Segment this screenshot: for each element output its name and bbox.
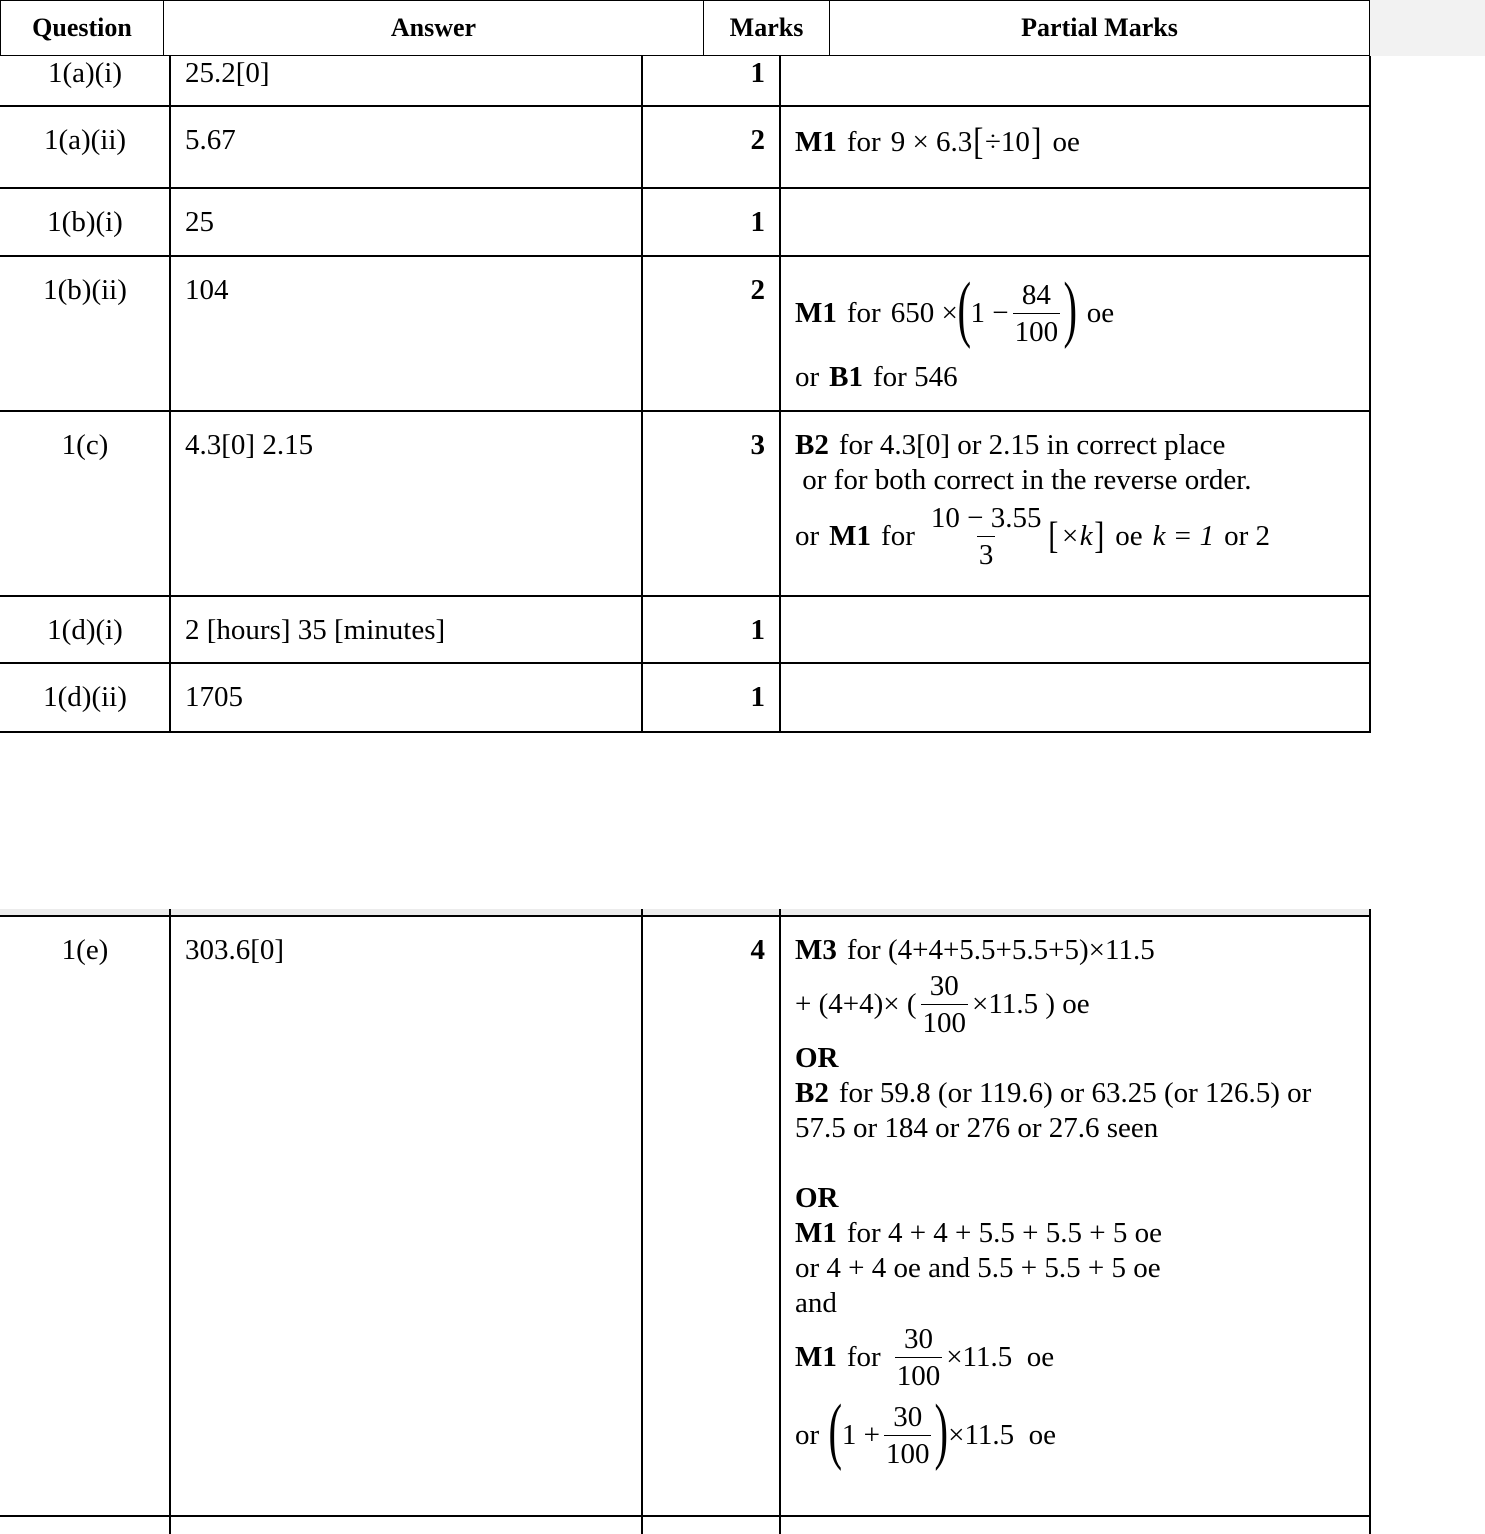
partial-text: + (4+4)× ( [795, 988, 917, 1020]
partial-text: ×11.5 oe [948, 1418, 1056, 1451]
row-divider [0, 915, 1370, 917]
partial-text: ×11.5 oe [946, 1341, 1055, 1373]
answer-cell: 5.67 [185, 124, 236, 156]
header-marks: Marks [703, 0, 830, 56]
marks-cell: 3 [750, 429, 765, 461]
answer-cell: 2 [hours] 35 [minutes] [185, 614, 446, 646]
fraction-numerator: 30 [929, 970, 959, 1002]
fraction-numerator: 84 [1021, 278, 1051, 311]
or-text: or [795, 1418, 820, 1451]
and-text: and [795, 1287, 837, 1319]
fraction-denominator: 100 [1013, 313, 1061, 350]
mark-code: B2 [795, 1077, 829, 1109]
paren-open: ( [828, 1390, 843, 1472]
bracket-open: [ [973, 121, 984, 163]
paren-close: ) [934, 1390, 949, 1472]
row-divider [0, 187, 1370, 189]
partial-text: or for both correct in the reverse order. [795, 464, 1252, 496]
grid-line [1369, 909, 1371, 1534]
mark-code: B2 [795, 429, 829, 461]
question-cell: 1(a)(ii) [43, 124, 127, 156]
partial-marks-cell [795, 428, 1365, 573]
bracket-open: [ [1048, 515, 1059, 557]
mark-code: M1 [795, 296, 837, 329]
question-cell: 1(b)(ii) [43, 274, 127, 306]
oe-text: oe [1086, 296, 1115, 329]
for-text: for [881, 520, 915, 552]
marks-cell: 2 [750, 124, 765, 156]
marks-cell: 1 [750, 614, 765, 646]
partial-text: for 4.3[0] or 2.15 in correct place [838, 429, 1226, 461]
fraction [921, 968, 969, 1041]
partial-line [795, 1076, 1365, 1111]
marks-cell: 4 [750, 934, 765, 966]
mark-code: B1 [829, 361, 864, 393]
row-divider [0, 731, 1370, 733]
fraction [929, 500, 1044, 573]
bracket-close: ] [1031, 121, 1042, 163]
answer-cell: 4.3[0] 2.15 [185, 429, 314, 461]
grid-line [169, 909, 171, 1534]
mark-code: M1 [829, 520, 872, 552]
mark-code: M1 [795, 126, 837, 158]
paren-close: ) [1063, 268, 1078, 350]
header-question: Question [0, 0, 164, 56]
k-equation: k = 1 [1152, 520, 1215, 552]
bracket-expression: ×k [1060, 520, 1093, 552]
grid-line [779, 56, 781, 733]
spacer [795, 1146, 1365, 1181]
row-divider [0, 1515, 1370, 1517]
partial-text: ×11.5 ) oe [972, 988, 1090, 1020]
partial-text: 57.5 or 184 or 276 or 27.6 seen [795, 1112, 1159, 1144]
partial-line [795, 463, 1365, 498]
marks-cell: 1 [750, 206, 765, 238]
fraction [1013, 277, 1061, 350]
alt-text: for 546 [873, 361, 958, 393]
answer-cell: 303.6[0] [185, 934, 285, 966]
partial-text: for (4+4+5.5+5.5+5)×11.5 [846, 934, 1155, 966]
one-plus: 1 + [841, 1418, 880, 1451]
mark-code: M3 [795, 934, 837, 966]
for-text: for [846, 126, 881, 158]
oe-text: oe [1115, 520, 1143, 552]
partial-marks-cell [795, 268, 1365, 395]
header-answer: Answer [163, 0, 704, 56]
fraction-numerator: 30 [903, 1323, 933, 1355]
one-minus: 1 − [970, 296, 1009, 329]
bracket-close: ] [1093, 515, 1104, 557]
paren-open: ( [957, 268, 971, 350]
expression: 650 × [890, 296, 958, 329]
fraction-denominator: 100 [895, 1357, 943, 1394]
answer-cell: 104 [185, 274, 229, 306]
grid-line [1369, 56, 1371, 733]
partial-text: for 59.8 (or 119.6) or 63.25 (or 126.5) or [838, 1077, 1312, 1109]
or-text: or [795, 361, 820, 393]
fraction-numerator: 10 − 3.55 [930, 502, 1042, 534]
partial-line [795, 428, 1365, 463]
answer-cell: 25 [185, 206, 214, 238]
question-cell: 1(c) [61, 429, 109, 461]
question-cell: 1(a)(i) [47, 57, 123, 89]
answer-cell: 1705 [185, 681, 243, 713]
partial-line [795, 1390, 1365, 1472]
for-text: for [846, 1341, 881, 1373]
question-cell: 1(d)(ii) [43, 681, 127, 713]
partial-marks-cell [795, 933, 1365, 1472]
fraction-denominator: 100 [921, 1004, 969, 1041]
mark-code: M1 [795, 1341, 837, 1373]
expression: 9 × 6.3 [890, 126, 973, 158]
partial-line [795, 360, 1365, 395]
question-cell: 1(e) [61, 934, 109, 966]
row-divider [0, 105, 1370, 107]
fraction-denominator: 100 [884, 1435, 932, 1472]
partial-line [795, 933, 1365, 968]
answer-cell: 25.2[0] [185, 57, 270, 89]
partial-line [795, 500, 1365, 573]
partial-text: for 4 + 4 + 5.5 + 5.5 + 5 oe [846, 1217, 1162, 1249]
partial-line [795, 1216, 1365, 1251]
partial-line [795, 968, 1365, 1041]
row-divider [0, 410, 1370, 412]
bracket-expression: ÷10 [984, 126, 1030, 158]
for-text: for [846, 296, 881, 329]
oe-text: oe [1052, 126, 1080, 158]
marks-cell: 1 [750, 57, 765, 89]
question-cell: 1(b)(i) [47, 206, 123, 238]
question-cell: 1(d)(i) [47, 614, 123, 646]
marks-cell: 2 [750, 274, 765, 306]
grid-line [641, 909, 643, 1534]
or-text: or [795, 520, 820, 552]
or-two: or 2 [1224, 520, 1270, 552]
fraction [884, 1399, 932, 1472]
fraction-denominator: 3 [977, 536, 996, 573]
or-heading: OR [795, 1182, 839, 1214]
mark-code: M1 [795, 1217, 837, 1249]
row-divider [0, 255, 1370, 257]
grid-line [779, 909, 781, 1534]
partial-line [795, 1321, 1365, 1394]
partial-line [795, 268, 1365, 350]
partial-marks-cell [795, 121, 1365, 163]
fraction [895, 1321, 943, 1394]
marks-cell: 1 [750, 681, 765, 713]
fraction-numerator: 30 [893, 1400, 923, 1433]
partial-text: or 4 + 4 oe and 5.5 + 5.5 + 5 oe [795, 1252, 1161, 1284]
row-divider [0, 662, 1370, 664]
or-heading: OR [795, 1042, 839, 1074]
row-divider [0, 595, 1370, 597]
header-partial-marks: Partial Marks [829, 0, 1370, 56]
